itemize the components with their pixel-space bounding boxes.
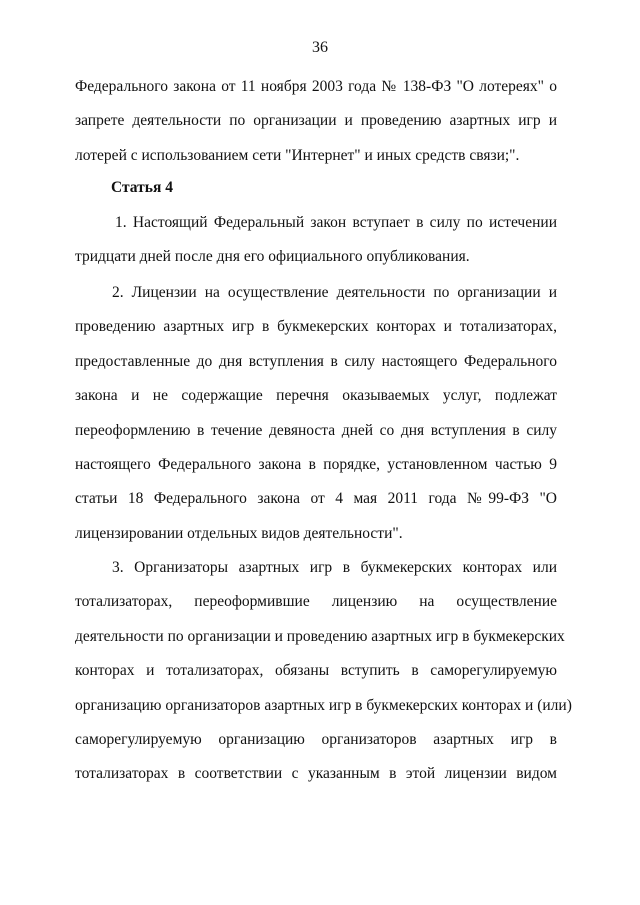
text-line: лицензировании отдельных видов деятельности". xyxy=(75,524,403,542)
text-line: тотализаторах, переоформившие лицензию на осуществление xyxy=(75,593,557,611)
page-number: 36 xyxy=(312,39,328,56)
text-line: тридцати дней после дня его официального опубликования. xyxy=(75,248,470,266)
text-line: организацию организаторов азартных игр в букмекерских конторах и (или) xyxy=(75,696,572,714)
text-line: конторах и тотализаторах, обязаны вступить в саморегулируемую xyxy=(75,662,557,680)
text-line: статьи 18 Федерального закона от 4 мая 2011 года №99-ФЗ "О xyxy=(75,490,557,508)
text-line: переоформлению в течение девяноста дней со дня вступления в силу xyxy=(75,421,557,439)
text-line: лотерей с использованием сети "Интернет" и иных средств связи;". xyxy=(75,146,520,164)
text-line: 3. Организаторы азартных игр в букмекерских конторах или xyxy=(112,559,557,576)
text-line: запрете деятельности по организации и проведению азартных игр и xyxy=(75,112,557,130)
text-line: закона и не содержащие перечня оказываемых услуг, подлежат xyxy=(75,387,557,405)
article-paragraph-3 xyxy=(75,551,572,792)
text-line: 1. Настоящий Федеральный закон вступает в силу по истечении xyxy=(115,214,557,231)
text-line: тотализаторах в соответствии с указанным в этой лицензии видом xyxy=(75,765,557,783)
text-line: предоставленные до дня вступления в силу настоящего Федерального xyxy=(75,352,557,370)
article-heading: Статья 4 xyxy=(111,179,173,196)
text-line: Федерального закона от 11 ноября 2003 года № 138-ФЗ "О лотереях" о xyxy=(75,78,557,95)
text-line: проведению азартных игр в букмекерских конторах и тотализаторах, xyxy=(75,318,557,336)
intro-paragraph xyxy=(75,70,557,173)
text-line: саморегулируемую организацию организаторов азартных игр в xyxy=(75,730,557,748)
text-line: настоящего Федерального закона в порядке, установленном частью 9 xyxy=(75,455,557,473)
text-line: 2. Лицензии на осуществление деятельности по организации и xyxy=(112,284,557,301)
text-line: деятельности по организации и проведению азартных игр в букмекерских xyxy=(75,627,565,645)
article-paragraph-1 xyxy=(75,206,557,275)
article-paragraph-2 xyxy=(75,276,557,551)
